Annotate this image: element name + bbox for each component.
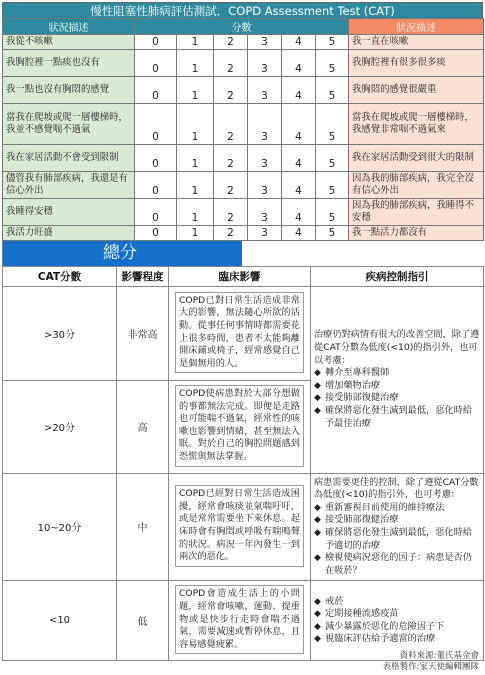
header-left-description: 狀況描述	[3, 19, 135, 35]
question-positive-statement: 我從不咳嗽	[3, 35, 135, 50]
question-row	[3, 35, 484, 50]
score-option-0[interactable]: 0	[135, 104, 177, 145]
guide-item-text: 接受肺部復健治療	[325, 514, 399, 526]
cat-score-range: >30分	[3, 287, 117, 381]
score-option-5[interactable]: 5	[316, 77, 349, 104]
guide-list-item	[314, 514, 480, 527]
diamond-bullet-icon: ◆	[314, 527, 321, 538]
guide-list-item	[314, 405, 480, 430]
guide-list-item	[314, 380, 480, 393]
guide-item-text: 接受肺部復健治療	[325, 392, 399, 404]
score-option-0[interactable]: 0	[135, 145, 177, 172]
question-row	[3, 145, 484, 172]
diamond-bullet-icon: ◆	[314, 609, 321, 620]
score-option-4[interactable]: 4	[282, 226, 316, 241]
credit-source: 資料來源:董氏基金會	[399, 651, 479, 661]
clinical-impact-text: COPD使病患對於大部分想做的事都無法完成。即便是走路也可能喘不過氣，經常性的咳嗽也影響到情緒，甚至無法入眠。對於自己的胸腔問題感到恐慌與無法掌握。	[175, 385, 304, 467]
score-option-4[interactable]: 4	[282, 35, 316, 50]
question-negative-statement: 因為我的肺部疾病，我睡得不安穩	[349, 199, 484, 226]
diamond-bullet-icon: ◆	[314, 393, 321, 404]
header-impact-level: 影響程度	[117, 267, 169, 287]
diamond-bullet-icon: ◆	[314, 515, 321, 526]
impact-level: 中	[117, 473, 169, 581]
clinical-impact-cell	[169, 581, 311, 661]
question-negative-statement: 我胸腔裡有很多很多痰	[349, 50, 484, 77]
score-option-3[interactable]: 3	[248, 226, 282, 241]
clinical-impact-cell	[169, 473, 311, 581]
diamond-bullet-icon: ◆	[314, 405, 321, 416]
guide-list-item	[314, 392, 480, 405]
guide-item-text: 增加藥物治療	[325, 379, 381, 391]
score-option-1[interactable]: 1	[177, 199, 214, 226]
diamond-bullet-icon: ◆	[314, 368, 321, 379]
score-option-0[interactable]: 0	[135, 77, 177, 104]
score-option-5[interactable]: 5	[316, 145, 349, 172]
score-option-4[interactable]: 4	[282, 172, 316, 199]
guide-list-item	[314, 502, 480, 515]
control-guide-cell	[311, 473, 484, 581]
score-option-2[interactable]: 2	[214, 145, 248, 172]
guide-item-text: 確保將惡化發生減到最低，惡化時給予適切的治療	[325, 526, 472, 551]
score-option-0[interactable]: 0	[135, 172, 177, 199]
score-option-0[interactable]: 0	[135, 199, 177, 226]
score-option-4[interactable]: 4	[282, 145, 316, 172]
scoring-header	[3, 267, 484, 287]
diamond-bullet-icon: ◆	[314, 502, 321, 513]
score-option-3[interactable]: 3	[248, 35, 282, 50]
score-option-1[interactable]: 1	[177, 50, 214, 77]
guide-item-text: 視臨床評估給予適當的治療	[325, 633, 436, 645]
score-option-5[interactable]: 5	[316, 35, 349, 50]
score-option-0[interactable]: 0	[135, 35, 177, 50]
header-right-description: 狀況描述	[349, 19, 484, 35]
score-option-3[interactable]: 3	[248, 50, 282, 77]
guide-item-text: 確保將惡化發生減到最低，惡化時給予最佳治療	[325, 404, 472, 429]
guide-list-item	[314, 527, 480, 552]
header-scores: 分數	[135, 19, 349, 35]
question-positive-statement: 當我在爬坡或爬一層樓梯時，我並不感覺喘不過氣	[3, 104, 135, 145]
score-option-1[interactable]: 1	[177, 145, 214, 172]
diamond-bullet-icon: ◆	[314, 634, 321, 645]
question-row	[3, 50, 484, 77]
guide-list-item	[314, 608, 480, 621]
score-option-4[interactable]: 4	[282, 199, 316, 226]
question-row	[3, 172, 484, 199]
guide-item-text: 戒菸	[325, 595, 344, 607]
score-option-2[interactable]: 2	[214, 172, 248, 199]
guide-item-text: 減少暴露於惡化的危險因子下	[325, 620, 445, 632]
clinical-impact-cell	[169, 287, 311, 381]
control-guide-cell	[311, 287, 484, 474]
score-option-5[interactable]: 5	[316, 199, 349, 226]
score-option-3[interactable]: 3	[248, 77, 282, 104]
score-option-3[interactable]: 3	[248, 199, 282, 226]
score-option-4[interactable]: 4	[282, 104, 316, 145]
question-positive-statement: 我胸腔裡一點痰也沒有	[3, 50, 135, 77]
score-band-row	[3, 581, 484, 661]
score-option-1[interactable]: 1	[177, 226, 214, 241]
question-row	[3, 226, 484, 241]
cat-score-range: >20分	[3, 381, 117, 474]
question-row	[3, 77, 484, 104]
question-positive-statement: 我睡得安穩	[3, 199, 135, 226]
clinical-impact-cell	[169, 381, 311, 474]
score-option-0[interactable]: 0	[135, 50, 177, 77]
guide-item-text: 轉介至專科醫師	[325, 367, 390, 379]
impact-level: 低	[117, 581, 169, 661]
questionnaire-header	[3, 19, 484, 35]
question-row	[3, 104, 484, 145]
guide-item-text: 檢視使病況惡化的因子：病患是否仍在吸菸？	[325, 552, 472, 576]
header-clinical-impact: 臨床影響	[169, 267, 311, 287]
impact-level: 非常高	[117, 287, 169, 381]
clinical-impact-text: COPD會造成生活上的小問題，經常會咳嗽、運動、提重物或是快步行走時會喘不過氣，需要減速或暫停休息，且容易感覺疲累。	[175, 585, 304, 654]
score-option-4[interactable]: 4	[282, 50, 316, 77]
diamond-bullet-icon: ◆	[314, 553, 321, 564]
score-option-2[interactable]: 2	[214, 35, 248, 50]
credit-made-by: 表格製作:家天使編輯團隊	[382, 662, 479, 672]
question-positive-statement: 儘管我有肺部疾病，我還是有信心外出	[3, 172, 135, 199]
guide-item-text: 重新審視目前使用的維持療法	[325, 501, 445, 513]
credits	[383, 651, 479, 673]
cat-score-range: 10~20分	[3, 473, 117, 581]
guide-intro-text: 治療仍對病情有很大的改善空間，除了遵從CAT分數為低度(<10)的指引外，也可以考慮：	[314, 329, 480, 366]
header-cat-score: CAT分數	[3, 267, 117, 287]
questionnaire-table	[2, 18, 484, 241]
diamond-bullet-icon: ◆	[314, 621, 321, 632]
guide-item-text: 定期接種流感疫苗	[325, 608, 399, 620]
score-band-row	[3, 287, 484, 381]
score-option-1[interactable]: 1	[177, 77, 214, 104]
score-option-2[interactable]: 2	[214, 50, 248, 77]
score-option-2[interactable]: 2	[214, 226, 248, 241]
guide-list-item	[314, 633, 480, 646]
question-negative-statement: 我在家居活動受到很大的限制	[349, 145, 484, 172]
question-negative-statement: 因為我的肺部疾病，我完全沒有信心外出	[349, 172, 484, 199]
total-score-label: 總分	[2, 241, 242, 266]
score-option-2[interactable]: 2	[214, 104, 248, 145]
guide-list-item	[314, 552, 480, 577]
impact-level: 高	[117, 381, 169, 474]
clinical-impact-text: COPD已經對日常生活造成困擾，經常會咳痰並氣喘吁吁，或是常常需要坐下來休息。起床時會有胸悶或呼吸有喘鳴聲的狀況。病況一年內發生一到兩次的惡化。	[175, 485, 304, 567]
diamond-bullet-icon: ◆	[314, 380, 321, 391]
score-option-3[interactable]: 3	[248, 104, 282, 145]
question-negative-statement: 我胸悶的感覺很嚴重	[349, 77, 484, 104]
clinical-impact-text: COPD已對日常生活造成非常大的影響，無法隨心所欲的活動。從事任何事情時都需要花上很多時間，患者不太能夠離開床鋪或椅子，經常感覺自己是個無用的人。	[175, 292, 304, 374]
scoring-table	[2, 266, 484, 661]
score-option-4[interactable]: 4	[282, 77, 316, 104]
score-option-5[interactable]: 5	[316, 172, 349, 199]
score-option-3[interactable]: 3	[248, 145, 282, 172]
question-positive-statement: 我在家居活動不會受到限制	[3, 145, 135, 172]
score-option-2[interactable]: 2	[214, 77, 248, 104]
cat-score-range: <10	[3, 581, 117, 661]
guide-intro-text: 病患需要更佳的控制，除了遵從CAT分數為低度(<10)的指引外，也可考慮：	[314, 476, 479, 501]
question-negative-statement: 當我在爬坡或爬一層樓梯時，我感覺非常喘不過氣來	[349, 104, 484, 145]
guide-list-item	[314, 621, 480, 634]
score-option-1[interactable]: 1	[177, 172, 214, 199]
guide-list-item	[314, 596, 480, 609]
score-option-0[interactable]: 0	[135, 226, 177, 241]
question-negative-statement: 我一直在咳嗽	[349, 35, 484, 50]
control-guide-cell	[311, 581, 484, 661]
score-option-3[interactable]: 3	[248, 172, 282, 199]
score-band-row	[3, 473, 484, 581]
score-option-1[interactable]: 1	[177, 104, 214, 145]
score-option-5[interactable]: 5	[316, 50, 349, 77]
score-option-5[interactable]: 5	[316, 104, 349, 145]
question-row	[3, 199, 484, 226]
diamond-bullet-icon: ◆	[314, 596, 321, 607]
question-positive-statement: 我活力旺盛	[3, 226, 135, 241]
page-title: 慢性阻塞性肺病評估測試．COPD Assessment Test (CAT)	[2, 2, 483, 18]
score-option-2[interactable]: 2	[214, 199, 248, 226]
guide-list-item	[314, 367, 480, 380]
score-option-1[interactable]: 1	[177, 35, 214, 50]
question-positive-statement: 我一點也沒有胸悶的感覺	[3, 77, 135, 104]
cat-assessment-sheet	[2, 2, 483, 672]
score-option-5[interactable]: 5	[316, 226, 349, 241]
header-control-guide: 疾病控制指引	[311, 267, 484, 287]
question-negative-statement: 我一點活力都沒有	[349, 226, 484, 241]
